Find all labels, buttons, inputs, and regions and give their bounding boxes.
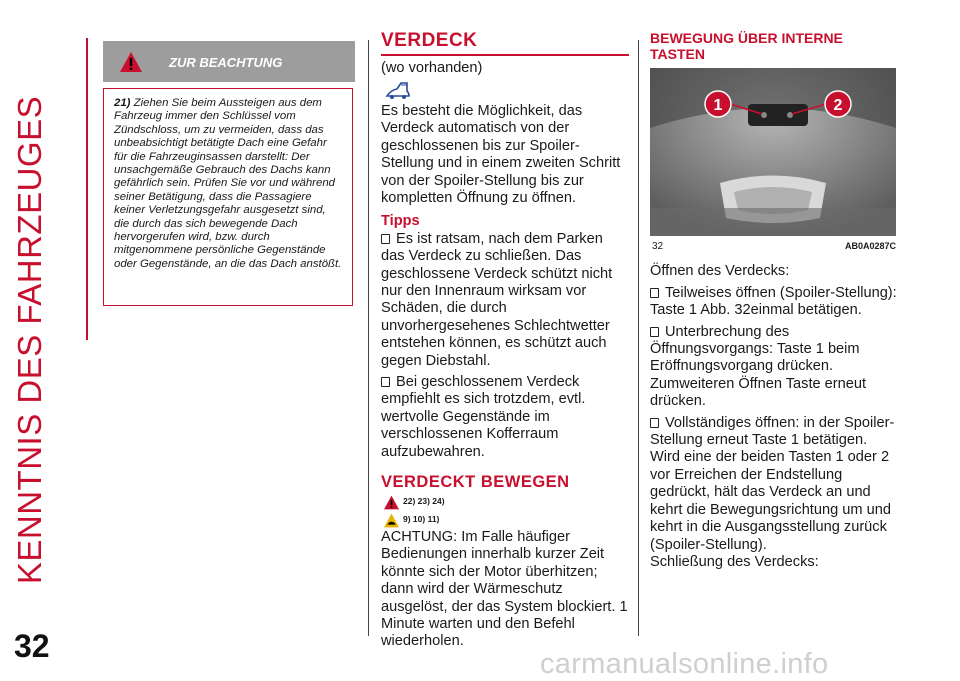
column-verdeck xyxy=(381,30,629,651)
checkbox-bullet-icon xyxy=(381,377,390,387)
warning-header xyxy=(103,41,355,82)
close-heading: Schließung des Verdecks: xyxy=(650,553,819,570)
section-title-interne-tasten: BEWEGUNG ÜBER INTERNE TASTEN xyxy=(650,30,843,62)
open-item-2: Unterbrechung des Öffnungsvorgangs: Taste 1 beim Eröffnungsvorgang drücken. Zumweiteren Öffnen Taste erneut drücken. xyxy=(650,323,867,410)
column-divider-2 xyxy=(638,40,639,636)
section-title-verdeck: VERDECK xyxy=(381,30,478,51)
tip-item xyxy=(381,374,629,461)
warning-box xyxy=(103,88,353,306)
checkbox-bullet-icon xyxy=(650,288,659,298)
open-item-3: Vollständiges öffnen: in der Spoiler-Stellung erneut Taste 1 betätigen. Wird eine der beiden Tasten 1 oder 2 vor Erreichen der Endstellung gedrückt, hält das Verdeck an und kehrt die Bewegungsrichtung um und kehrt in die Ausgangsstellung zurück (Spoiler-Stellung). xyxy=(650,414,895,553)
warning-triangle-icon xyxy=(383,495,400,510)
caution-triangle-icon xyxy=(383,513,400,528)
section-title-verdeck-bewegen: VERDECKT BEWEGEN xyxy=(381,473,570,492)
warning-number: 21) xyxy=(114,97,131,109)
caution-references xyxy=(383,511,629,529)
checkbox-bullet-icon xyxy=(650,418,659,428)
title-rule xyxy=(381,54,629,56)
roof-buttons-photo xyxy=(650,68,896,236)
caution-ref-numbers: 9) 10) 11) xyxy=(403,514,440,525)
chapter-rule xyxy=(86,38,88,340)
tip-item xyxy=(381,231,629,370)
warning-triangle-icon xyxy=(119,51,143,73)
checkbox-bullet-icon xyxy=(650,327,659,337)
figure-photo xyxy=(650,68,896,236)
watermark: carmanualsonline.info xyxy=(540,648,829,680)
warning-text: Ziehen Sie beim Aussteigen aus dem Fahrzeug immer den Schlüssel vom Zündschloss, um zu vermeiden, dass das unbeabsichtigt betätigte Dach eine Gefahr für die Fahrzeuginsassen darstellt: Der unsachgemäße Gebrauch des Dachs kann gefährlich sein. Prüfen Sie vor und während seiner Betätigung, dass die Passagiere keiner Verletzungsgefahr ausgesetzt sind, die durch das sich bewegende Dach hervorgerufen wird, bzw. durch mitgenommene persönliche Gegenstände oder Gegenstände, an die das Dach anstößt. xyxy=(114,97,342,270)
column-divider-1 xyxy=(368,40,369,636)
warning-references xyxy=(383,493,629,511)
car-roof-icon xyxy=(385,81,411,101)
list-item xyxy=(650,415,898,554)
tip-text-2: Bei geschlossenem Verdeck empfiehlt es sich trotzdem, evtl. wertvolle Gegenstände im verschlossenen Kofferraum aufzubewahren. xyxy=(381,374,586,460)
intro-text: Es besteht die Möglichkeit, das Verdeck automatisch von der geschlossenen bis zur Spoiler-Stellung und in einem zweiten Schritt von der Spoiler-Stellung bis zur kompletten Öffnung zu öffnen. xyxy=(381,102,621,206)
open-item-1: Teilweises öffnen (Spoiler-Stellung): Taste 1 Abb. 32einmal betätigen. xyxy=(650,284,897,319)
photo-label-1: 1 xyxy=(713,97,723,114)
tips-heading: Tipps xyxy=(381,213,420,230)
checkbox-bullet-icon xyxy=(381,234,390,244)
figure-code: AB0A0287C xyxy=(844,241,896,251)
warning-heading: ZUR BEACHTUNG xyxy=(169,55,283,70)
open-heading: Öffnen des Verdecks: xyxy=(650,263,790,280)
figure-caption xyxy=(652,238,896,255)
tip-text-1: Es ist ratsam, nach dem Parken das Verdeck zu schließen. Das geschlossene Verdeck schützt nicht nur den Innenraum wirksam vor Schäden, die durch unvorhergesehenes Schlechtwetter entstehen können, es schützt auch gegen Diebstahl. xyxy=(381,230,613,369)
page-number: 32 xyxy=(14,628,50,664)
list-item xyxy=(650,324,898,411)
list-item xyxy=(650,285,898,320)
warning-ref-numbers: 22) 23) 24) xyxy=(403,496,445,507)
figure-number: 32 xyxy=(652,241,664,252)
column-interne-tasten xyxy=(650,30,898,571)
achtung-text: ACHTUNG: Im Falle häufiger Bedienungen innerhalb kurzer Zeit könnte sich der Motor überhitzen; dann wird der Wärmeschutz ausgelöst, der das System blockiert. 1 Minute warten und den Befehl wiederholen. xyxy=(381,529,628,650)
photo-label-2: 2 xyxy=(833,97,843,114)
availability-note: (wo vorhanden) xyxy=(381,59,483,76)
